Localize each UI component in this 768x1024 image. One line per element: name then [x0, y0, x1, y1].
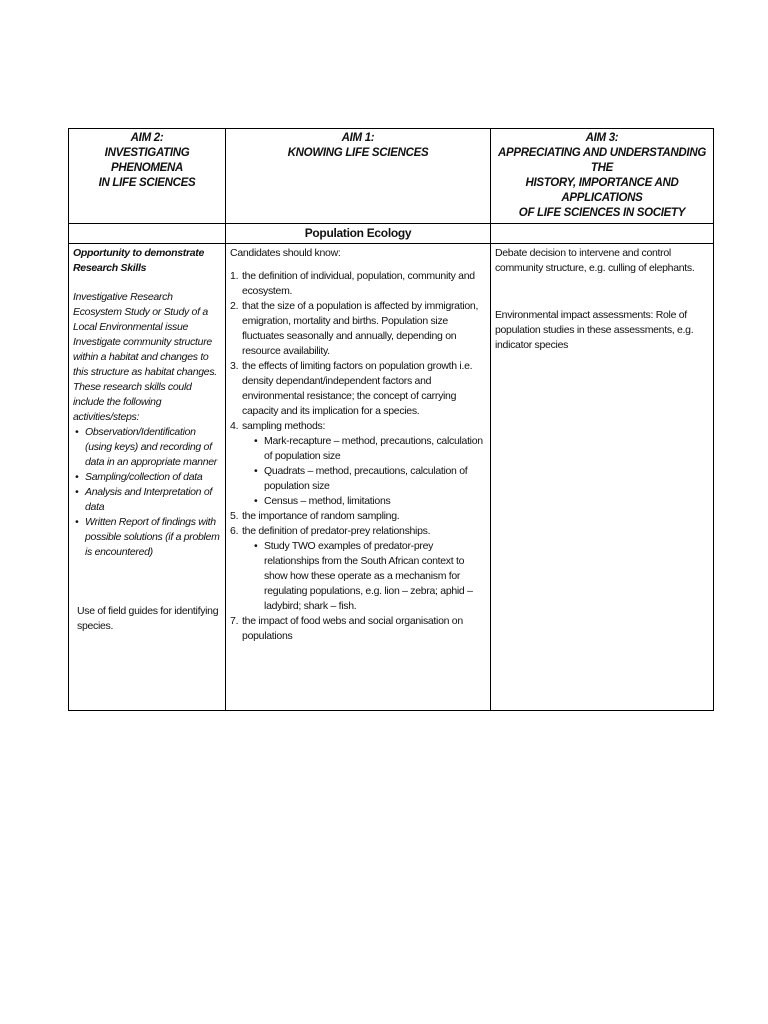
list-item [230, 299, 486, 359]
aim3-label: AIM 3: [585, 132, 619, 144]
topic-blank-right [490, 224, 713, 244]
impact-assessment-text: Environmental impact assessments: Role of population studies in these assessments, e.g. indicator species [494, 309, 694, 351]
aim1-title: KNOWING LIFE SCIENCES [287, 147, 429, 159]
list-item: • Mark-recapture – method, precautions, calculation of population size [264, 434, 486, 464]
list-item [230, 524, 486, 614]
list-item [230, 614, 486, 644]
curriculum-table [68, 128, 714, 711]
content-row [69, 244, 714, 711]
research-steps-list [73, 425, 221, 560]
sampling-methods-list [242, 434, 486, 509]
header-aim3 [490, 129, 713, 224]
list-item: • Written Report of findings with possible solutions (if a problem is encountered) [85, 515, 221, 560]
aim2-title-line1: INVESTIGATING PHENOMENA [104, 147, 190, 174]
item-number: 4. [230, 420, 239, 432]
research-line: These research skills could include the following activities/steps: [73, 381, 192, 423]
aim2-content [69, 244, 226, 711]
debate-text: Debate decision to intervene and control community structure, e.g. culling of elephants. [494, 247, 695, 274]
research-line: Investigative Research [73, 291, 173, 303]
item-number: 6. [230, 525, 239, 537]
header-row [69, 129, 714, 224]
topic-title: Population Ecology [226, 224, 491, 244]
aim3-title-line2: HISTORY, IMPORTANCE AND APPLICATIONS [525, 177, 679, 204]
list-item: • Quadrats – method, precautions, calculation of population size [264, 464, 486, 494]
list-item: • Census – method, limitations [264, 494, 486, 509]
item-number: 1. [230, 270, 239, 282]
list-item: • Sampling/collection of data [85, 470, 221, 485]
list-item [230, 359, 486, 419]
list-item [230, 419, 486, 509]
item-number: 2. [230, 300, 239, 312]
aim3-title-line1: APPRECIATING AND UNDERSTANDING THE [497, 147, 706, 174]
item-number: 5. [230, 510, 239, 522]
research-skills-title: Opportunity to demonstrate Research Skills [73, 247, 205, 274]
aim1-content [226, 244, 491, 711]
candidates-intro: Candidates should know: [230, 247, 341, 259]
list-item: • Study TWO examples of predator-prey relationships from the South African context to show how these operate as a mechanism for regulating populations, e.g. lion – zebra; aphid – ladybird; shark – fish. [264, 539, 486, 614]
item-number: 7. [230, 615, 239, 627]
research-line: Investigate community structure within a habitat and changes to this structure as habitat changes. [73, 336, 217, 378]
list-item: • Observation/Identification (using keys) and recording of data in an appropriate manner [85, 425, 221, 470]
aim3-title-line3: OF LIFE SCIENCES IN SOCIETY [518, 207, 686, 219]
field-guides-note: Use of field guides for identifying species. [77, 605, 219, 632]
aim2-title-line2: IN LIFE SCIENCES [98, 177, 196, 189]
document-page [68, 128, 714, 711]
item-text: the definition of individual, population, community and ecosystem. [242, 270, 475, 297]
item-text: that the size of a population is affected by immigration, emigration, mortality and births. Population size fluctuates seasonally and annually, depending on resource availability. [242, 300, 479, 357]
item-text: the effects of limiting factors on population growth i.e. density dependant/independent factors and environmental resistance; the concept of carrying capacity and its implication for a species. [242, 360, 473, 417]
list-item [230, 269, 486, 299]
item-text: the definition of predator-prey relationships. [242, 525, 431, 537]
item-text: sampling methods: [242, 420, 326, 432]
list-item: • Analysis and Interpretation of data [85, 485, 221, 515]
aim1-label: AIM 1: [341, 132, 375, 144]
item-text: the impact of food webs and social organisation on populations [242, 615, 463, 642]
aim3-content [490, 244, 713, 711]
list-item [230, 509, 486, 524]
item-number: 3. [230, 360, 239, 372]
header-aim2 [69, 129, 226, 224]
research-line: Ecosystem Study or Study of a Local Environmental issue [73, 306, 208, 333]
aim2-label: AIM 2: [130, 132, 164, 144]
predator-prey-list [242, 539, 486, 614]
header-aim1 [226, 129, 491, 224]
topic-blank-left [69, 224, 226, 244]
knowledge-list [230, 269, 486, 644]
topic-row [69, 224, 714, 244]
item-text: the importance of random sampling. [242, 510, 400, 522]
